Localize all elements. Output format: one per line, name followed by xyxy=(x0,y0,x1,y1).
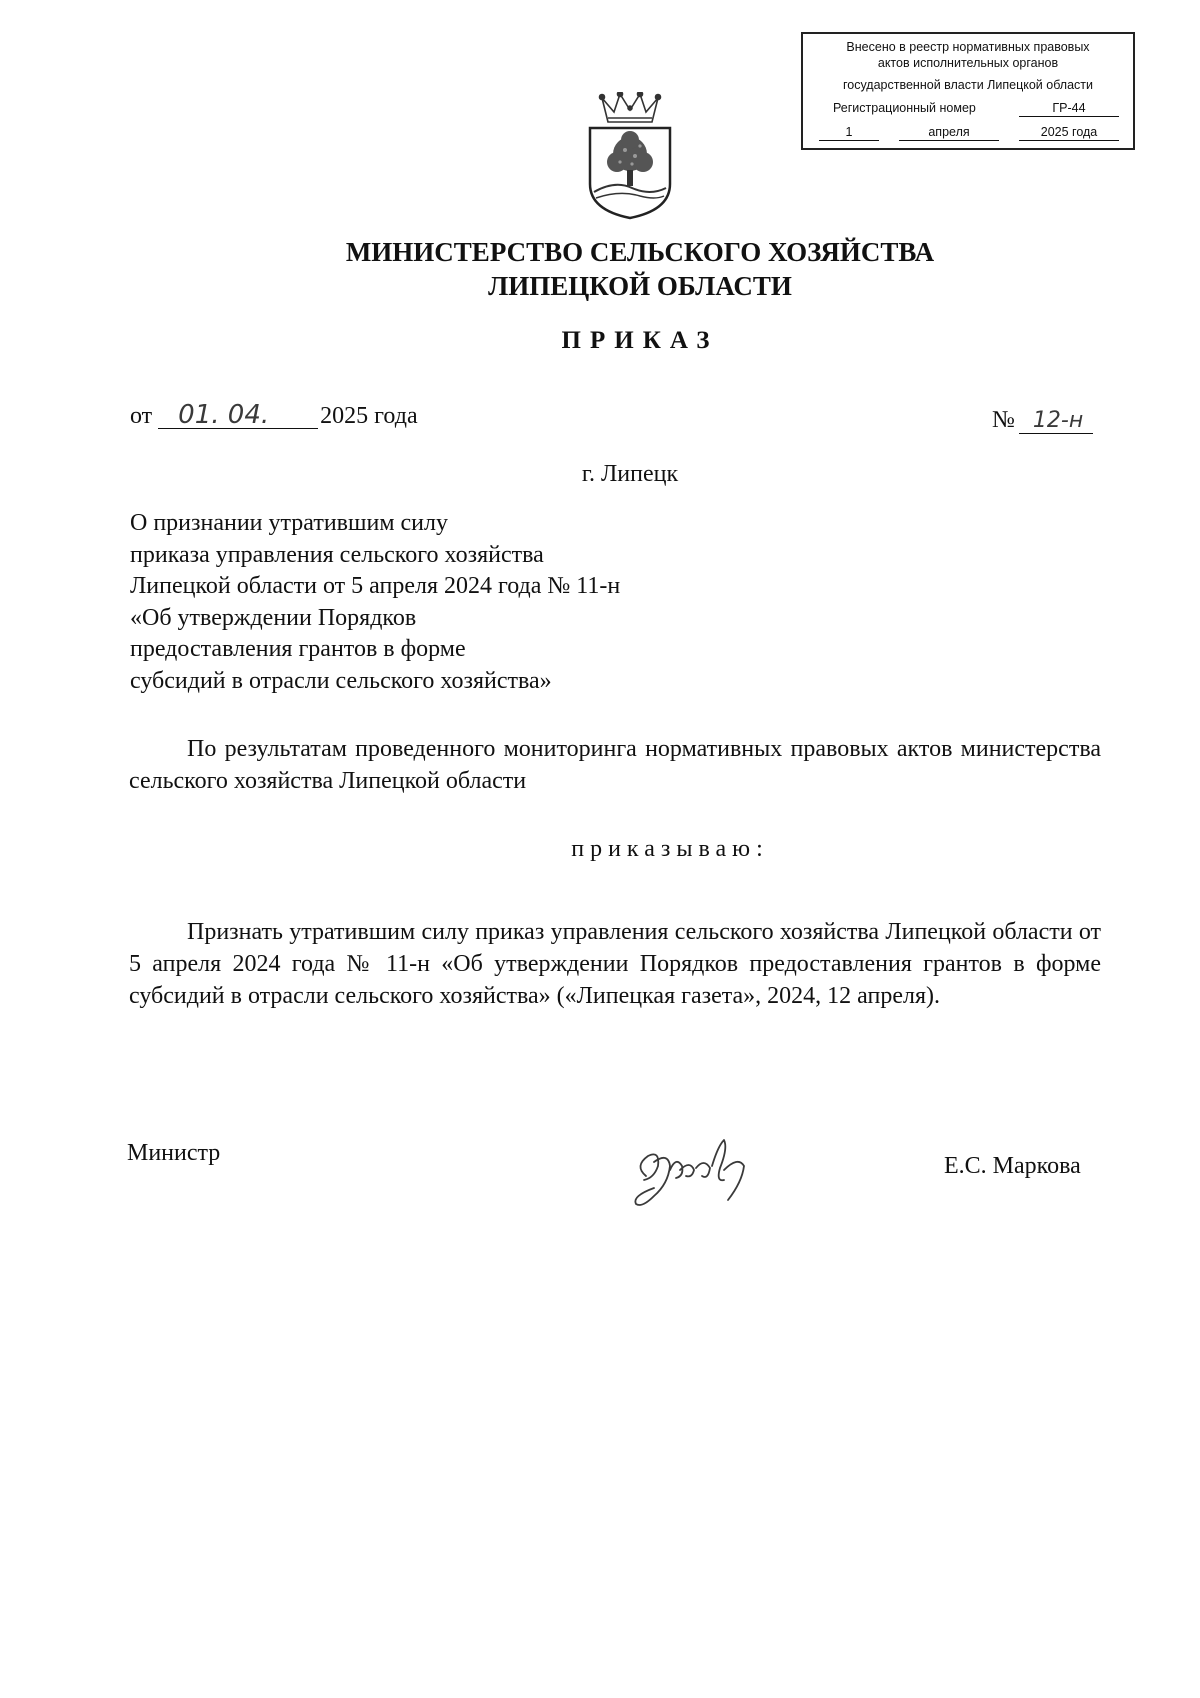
signatory-title: Министр xyxy=(127,1140,221,1166)
stamp-month: апреля xyxy=(899,124,999,141)
ministry-title-line-1: МИНИСТЕРСТВО СЕЛЬСКОГО ХОЗЯЙСТВА xyxy=(345,237,935,267)
signature-icon xyxy=(624,1126,774,1226)
stamp-reg-label: Регистрационный номер xyxy=(833,101,976,115)
date-prefix: от xyxy=(130,403,153,429)
city: г. Липецк xyxy=(581,461,679,487)
stamp-line-1: Внесено в реестр нормативных правовых xyxy=(846,40,1090,54)
stamp-line-3: государственной власти Липецкой области xyxy=(842,78,1094,92)
number-handwritten: 12-н xyxy=(1019,409,1093,434)
subject-block xyxy=(130,508,620,697)
decision-paragraph: Признать утратившим силу приказ управления сельского хозяйства Липецкой области от 5 апреля 2024 года № 11-н «Об утверждении Порядков предоставления грантов в форме субсидий в отрасли сельского хозяйства» («Липецкая газета», 2024, 12 апреля). xyxy=(129,919,1101,1009)
ministry-title-line-2: ЛИПЕЦКОЙ ОБЛАСТИ xyxy=(488,271,792,301)
signatory-name: Е.С. Маркова xyxy=(944,1153,1081,1179)
document-type: ПРИКАЗ xyxy=(561,327,719,354)
subject-line: приказа управления сельского хозяйства xyxy=(130,541,544,568)
date-handwritten: 01. 04. xyxy=(158,402,318,429)
registry-stamp xyxy=(801,32,1135,150)
number-prefix: № xyxy=(992,407,1015,433)
order-number xyxy=(992,407,1093,434)
coat-of-arms-icon xyxy=(580,92,680,222)
stamp-year: 2025 года xyxy=(1019,124,1119,141)
date-line xyxy=(130,402,418,430)
subject-line: предоставления грантов в форме xyxy=(130,636,466,662)
subject-line: «Об утверждении Порядков xyxy=(130,604,417,631)
stamp-reg-number: ГР-44 xyxy=(1019,100,1119,117)
stamp-line-2: актов исполнительных органов xyxy=(877,56,1059,70)
stamp-day: 1 xyxy=(819,124,879,141)
subject-line: субсидий в отрасли сельского хозяйства» xyxy=(130,667,552,694)
preamble-paragraph: По результатам проведенного мониторинга нормативных правовых актов министерства сельского хозяйства Липецкой области xyxy=(129,736,1101,794)
subject-line: Липецкой области от 5 апреля 2024 года № 11-н xyxy=(130,573,621,599)
order-word: приказываю: xyxy=(571,836,769,862)
subject-line: О признании утратившим силу xyxy=(130,510,448,536)
date-suffix: 2025 года xyxy=(320,403,418,429)
